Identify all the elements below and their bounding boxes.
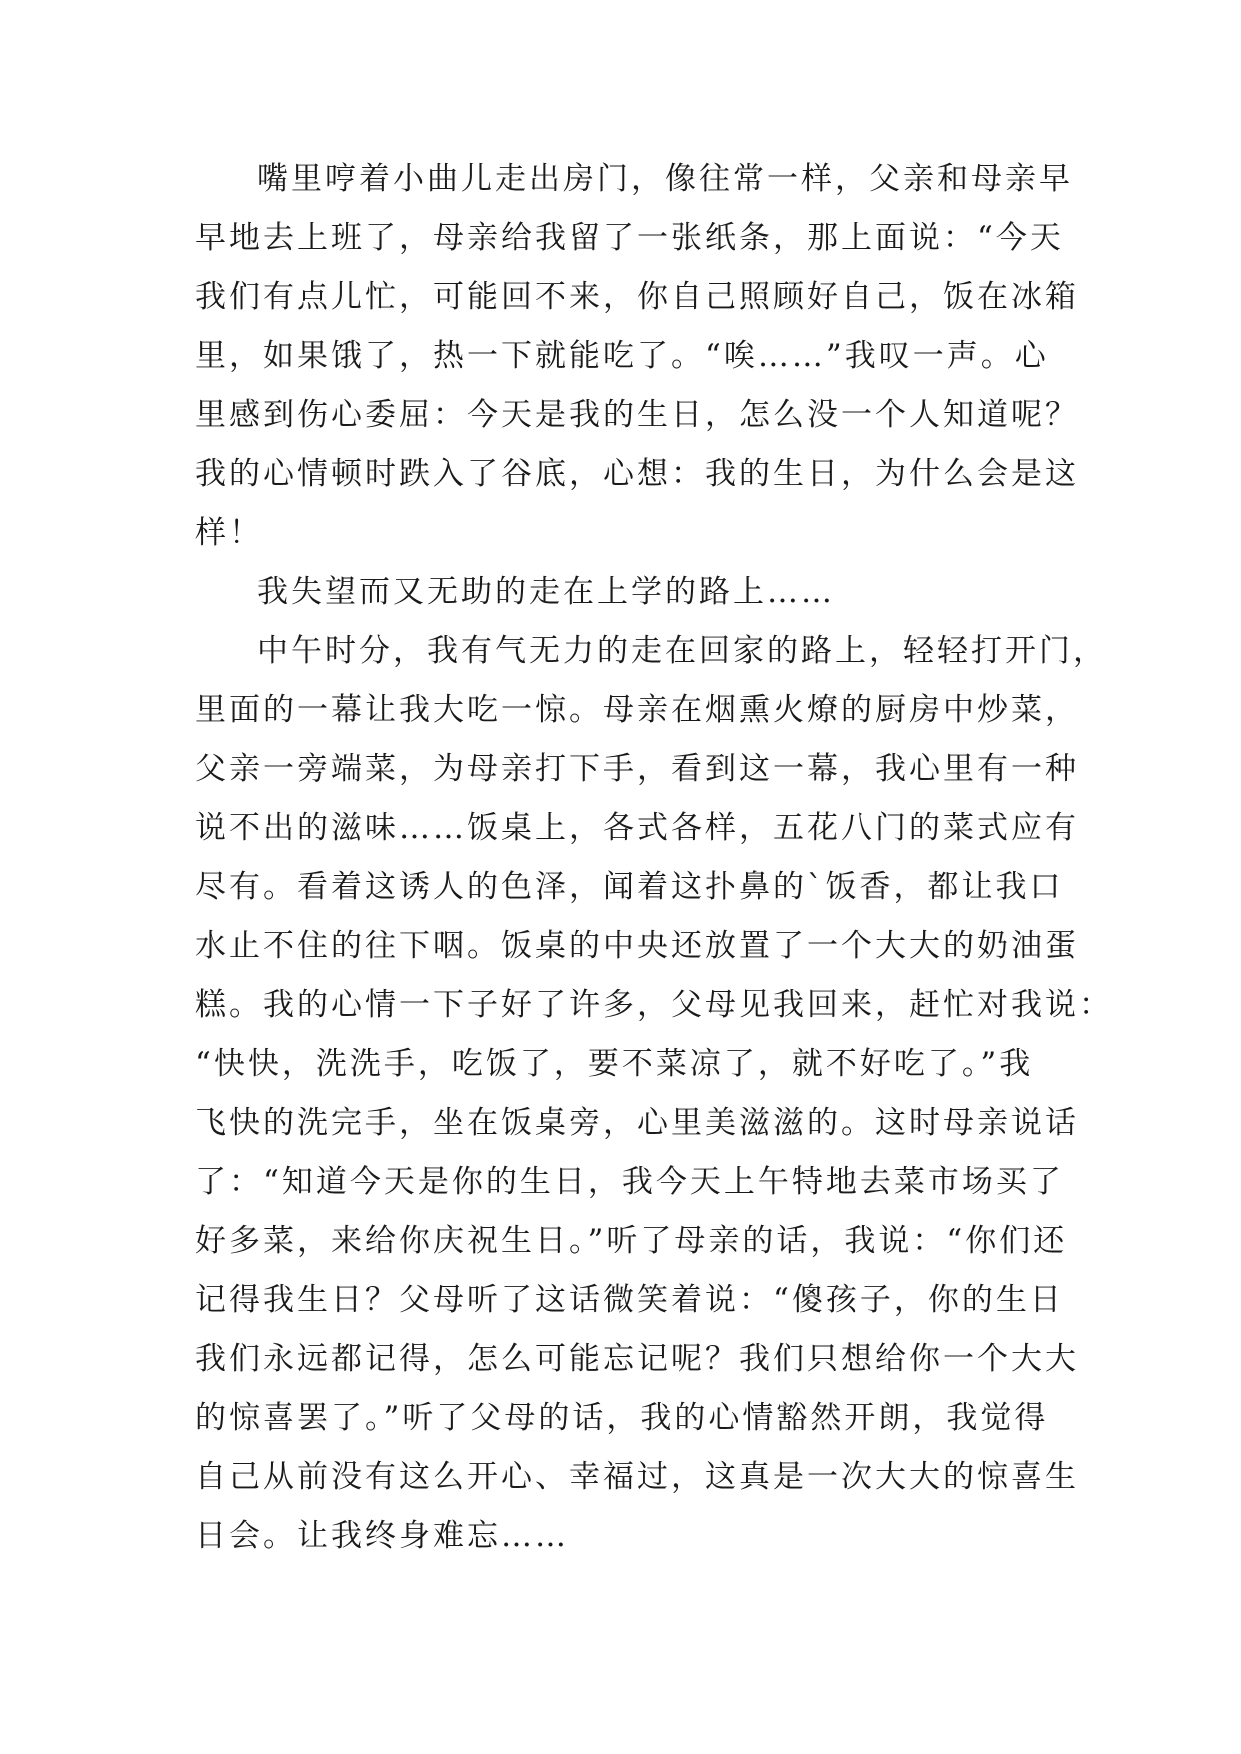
text-line: 里面的一幕让我大吃一惊。母亲在烟熏火燎的厨房中炒菜， xyxy=(195,692,1079,728)
text-line: 好多菜，来给你庆祝生日。”听了母亲的话，我说：“你们还 xyxy=(195,1223,1068,1259)
text-line: “快快，洗洗手，吃饭了，要不菜凉了，就不好吃了。”我 xyxy=(195,1046,1034,1082)
body-text xyxy=(195,150,1113,1566)
text-line: 我们永远都记得，怎么可能忘记呢？我们只想给你一个大大 xyxy=(195,1341,1079,1377)
text-line: 的惊喜罢了。”听了父母的话，我的心情豁然开朗，我觉得 xyxy=(195,1400,1049,1436)
text-line: 自己从前没有这么开心、幸福过，这真是一次大大的惊喜生 xyxy=(195,1459,1079,1495)
text-line: 早地去上班了，母亲给我留了一张纸条，那上面说：“今天 xyxy=(195,220,1064,256)
text-line: 样！ xyxy=(195,515,263,551)
text-line: 里，如果饿了，热一下就能吃了。“唉……”我叹一声。心 xyxy=(195,338,1049,374)
text-line: 嘴里哼着小曲儿走出房门，像往常一样，父亲和母亲早 xyxy=(257,161,1073,197)
text-line: 说不出的滋味……饭桌上，各式各样，五花八门的菜式应有 xyxy=(195,810,1079,846)
text-line: 我失望而又无助的走在上学的路上…… xyxy=(257,574,835,610)
text-line: 我们有点儿忙，可能回不来，你自己照顾好自己，饭在冰箱 xyxy=(195,279,1079,315)
text-line: 糕。我的心情一下子好了许多，父母见我回来，赶忙对我说： xyxy=(195,987,1113,1023)
text-line: 飞快的洗完手，坐在饭桌旁，心里美滋滋的。这时母亲说话 xyxy=(195,1105,1079,1141)
text-line: 日会。让我终身难忘…… xyxy=(195,1518,569,1554)
text-line: 里感到伤心委屈：今天是我的生日，怎么没一个人知道呢？ xyxy=(195,397,1079,433)
text-line: 了：“知道今天是你的生日，我今天上午特地去菜市场买了 xyxy=(195,1164,1064,1200)
text-line: 记得我生日？父母听了这话微笑着说：“傻孩子，你的生日 xyxy=(195,1282,1064,1318)
text-line: 水止不住的往下咽。饭桌的中央还放置了一个大大的奶油蛋 xyxy=(195,928,1079,964)
text-line: 中午时分，我有气无力的走在回家的路上，轻轻打开门， xyxy=(257,633,1107,669)
text-line: 父亲一旁端菜，为母亲打下手，看到这一幕，我心里有一种 xyxy=(195,751,1079,787)
text-line: 我的心情顿时跌入了谷底，心想：我的生日，为什么会是这 xyxy=(195,456,1079,492)
text-line: 尽有。看着这诱人的色泽，闻着这扑鼻的`饭香，都让我口 xyxy=(195,869,1064,905)
